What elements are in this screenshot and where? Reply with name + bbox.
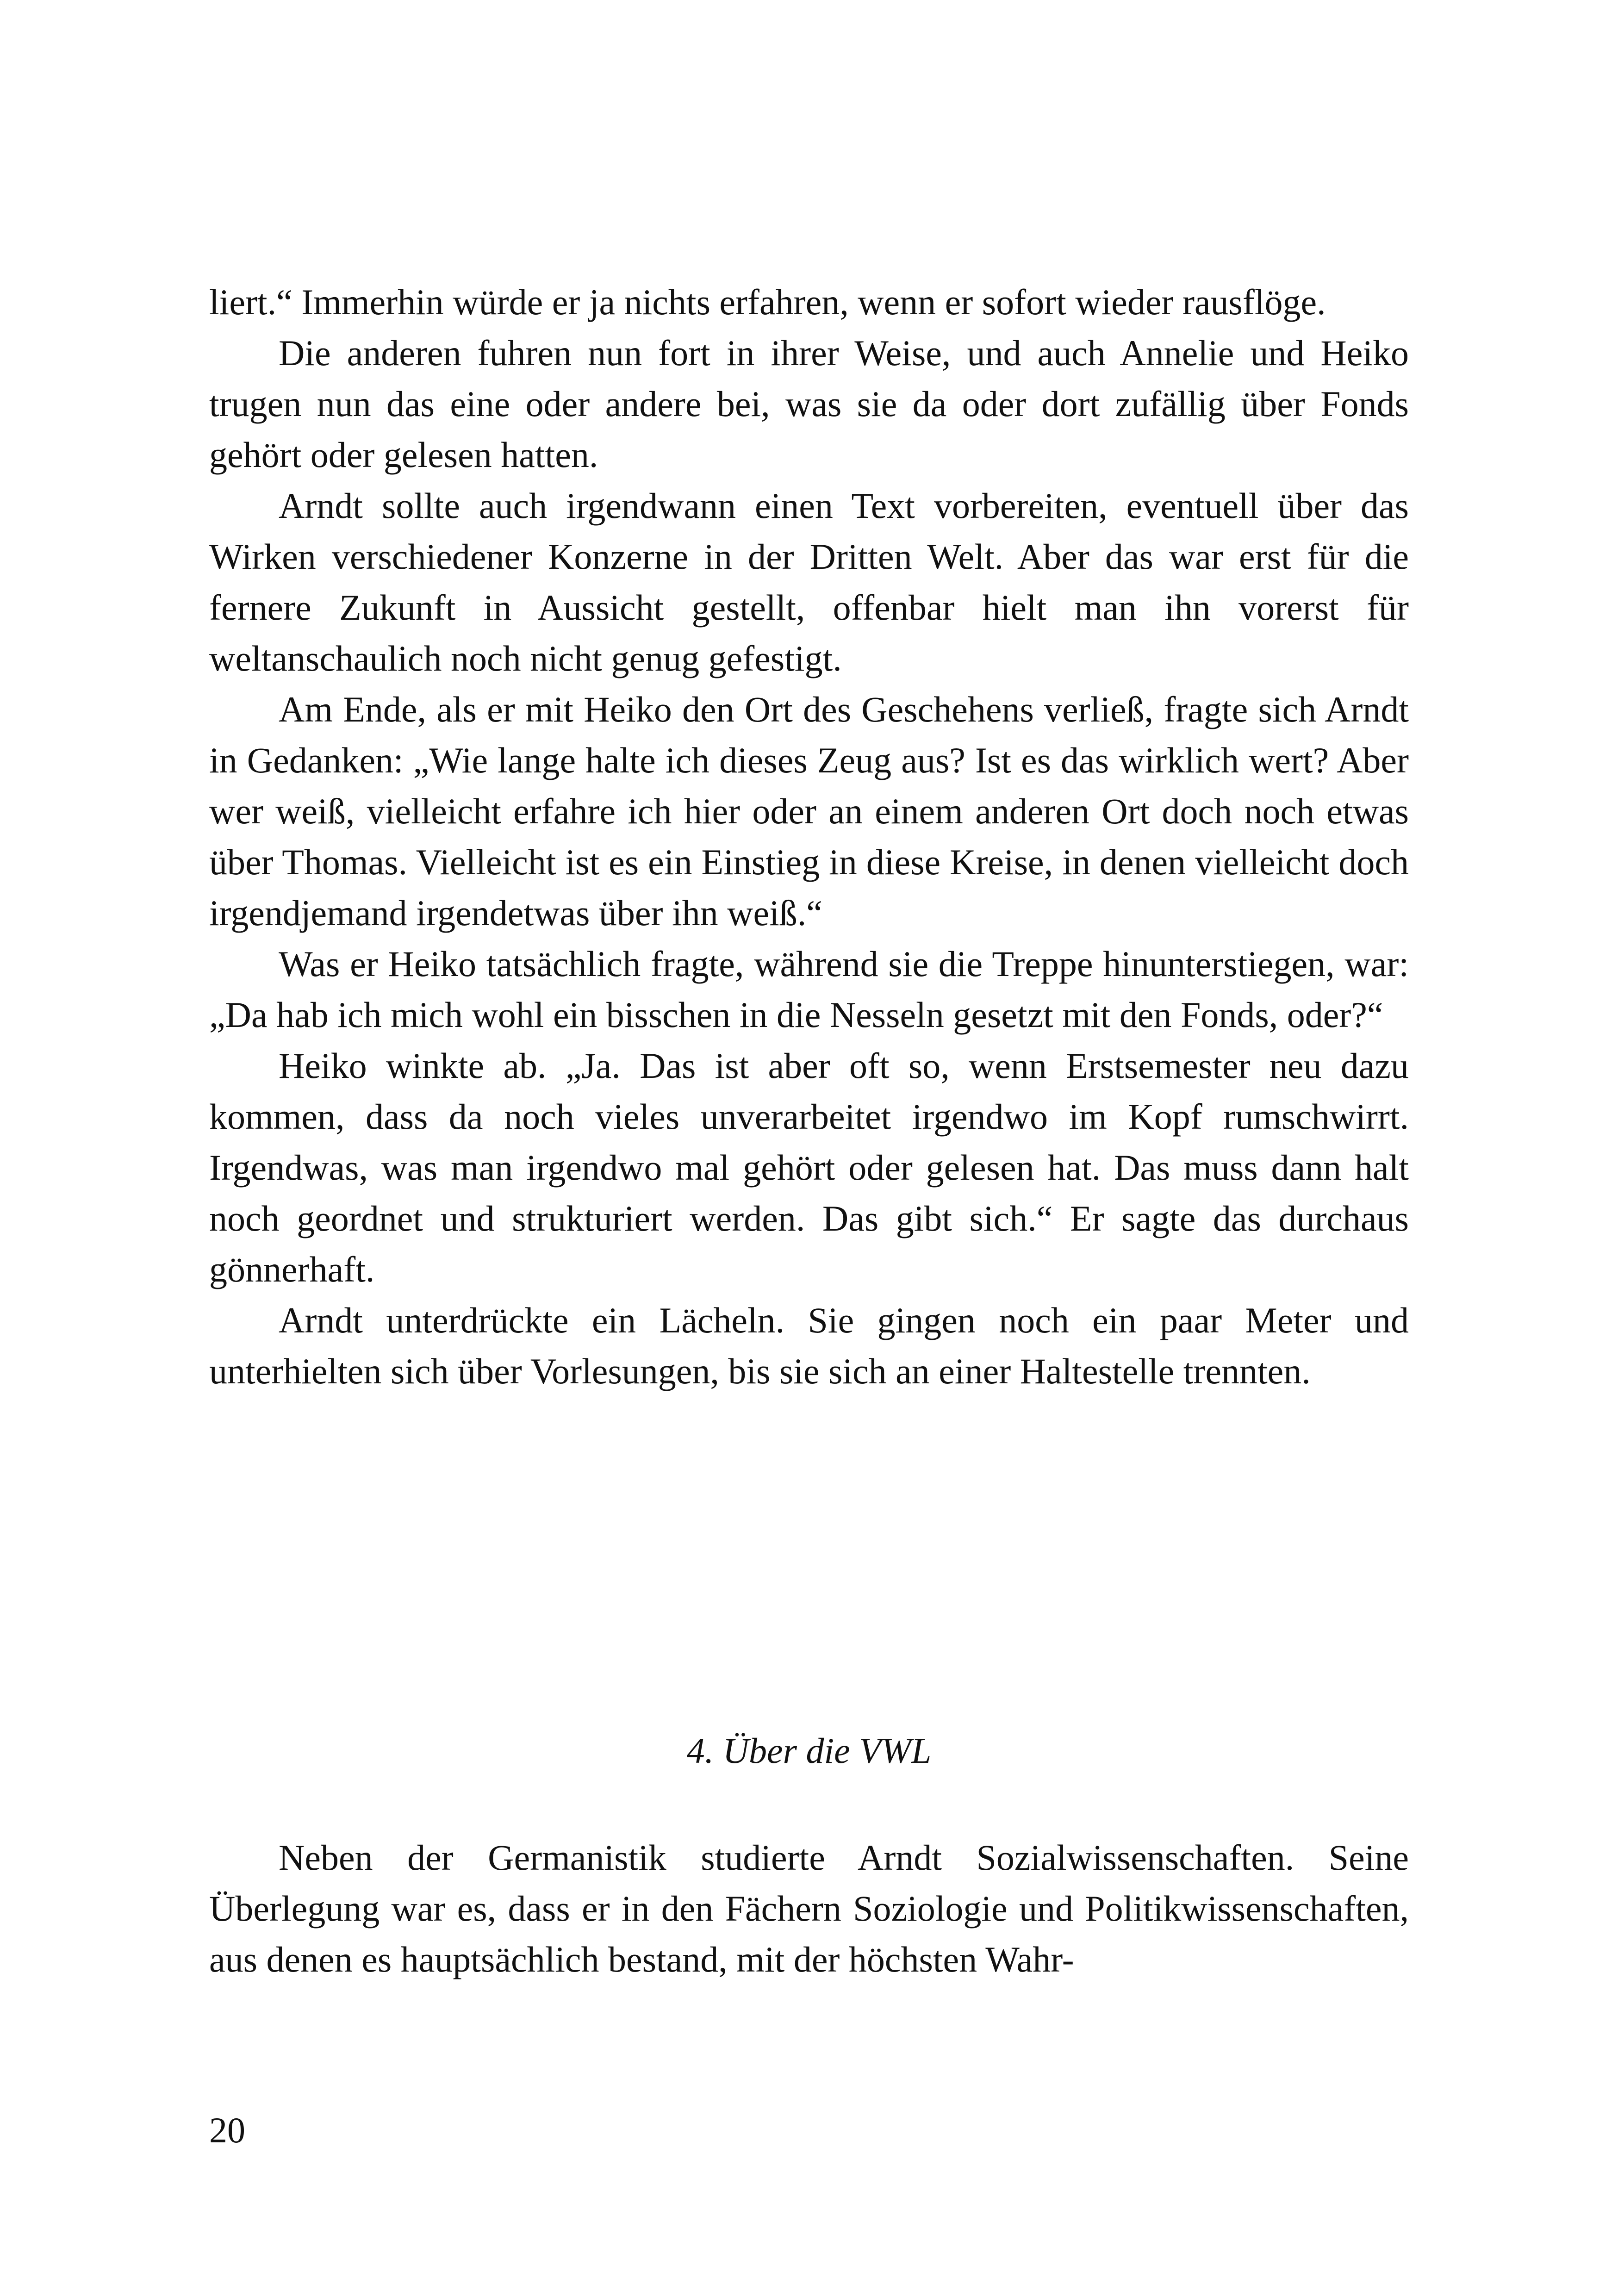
paragraph: Arndt unterdrückte ein Lächeln. Sie gingen noch ein paar Meter und unterhielten sich über Vorlesungen, bis sie sich an einer Haltestelle trennten. xyxy=(209,1300,1409,1391)
paragraph: Die anderen fuhren nun fort in ihrer Weise, und auch Annelie und Heiko trugen nun das eine oder andere bei, was sie da oder dort zufällig über Fonds gehört oder gelesen hatten. xyxy=(209,333,1409,475)
paragraph: Neben der Germanistik studierte Arndt Sozialwissenschaften. Seine Überlegung war es, dass er in den Fächern Soziologie und Politikwissenschaften, aus denen es hauptsächlich bestand, mit der höchsten Wahr- xyxy=(209,1837,1409,1979)
paragraph: Am Ende, als er mit Heiko den Ort des Geschehens verließ, fragte sich Arndt in Gedanken: „Wie lange halte ich dieses Zeug aus? Ist es das wirklich wert? Aber wer weiß, vielleicht erfahre ich hier oder an einem anderen Ort doch noch etwas über Thomas. Vielleicht ist es ein Einstieg in diese Kreise, in denen vielleicht doch irgendjemand irgendetwas über ihn weiß.“ xyxy=(209,689,1409,933)
paragraph: Was er Heiko tatsächlich fragte, während sie die Treppe hinunterstiegen, war: „Da hab ich mich wohl ein bisschen in die Nesseln gesetzt mit den Fonds, oder?“ xyxy=(209,944,1409,1035)
section-heading: 4. Über die VWL xyxy=(686,1730,932,1771)
page-number: 20 xyxy=(209,2110,245,2150)
paragraph-continuation: liert.“ Immerhin würde er ja nichts erfahren, wenn er sofort wieder rausflöge. xyxy=(209,282,1326,322)
paragraph: Heiko winkte ab. „Ja. Das ist aber oft so, wenn Erstsemester neu dazu kommen, dass da noch vieles unverarbeitet irgendwo im Kopf rumschwirrt. Irgendwas, was man irgendwo mal gehört oder gelesen hat. Das muss dann halt noch geordnet und strukturiert werden. Das gibt sich.“ Er sagte das durchaus gönnerhaft. xyxy=(209,1045,1409,1289)
paragraph: Arndt sollte auch irgendwann einen Text vorbereiten, eventuell über das Wirken verschiedener Konzerne in der Dritten Welt. Aber das war erst für die fernere Zukunft in Aussicht gestellt, offenbar hielt man ihn vorerst für weltanschaulich noch nicht genug gefestigt. xyxy=(209,485,1409,678)
body-text-top xyxy=(209,277,1409,1397)
body-text-bottom xyxy=(209,1832,1409,1985)
